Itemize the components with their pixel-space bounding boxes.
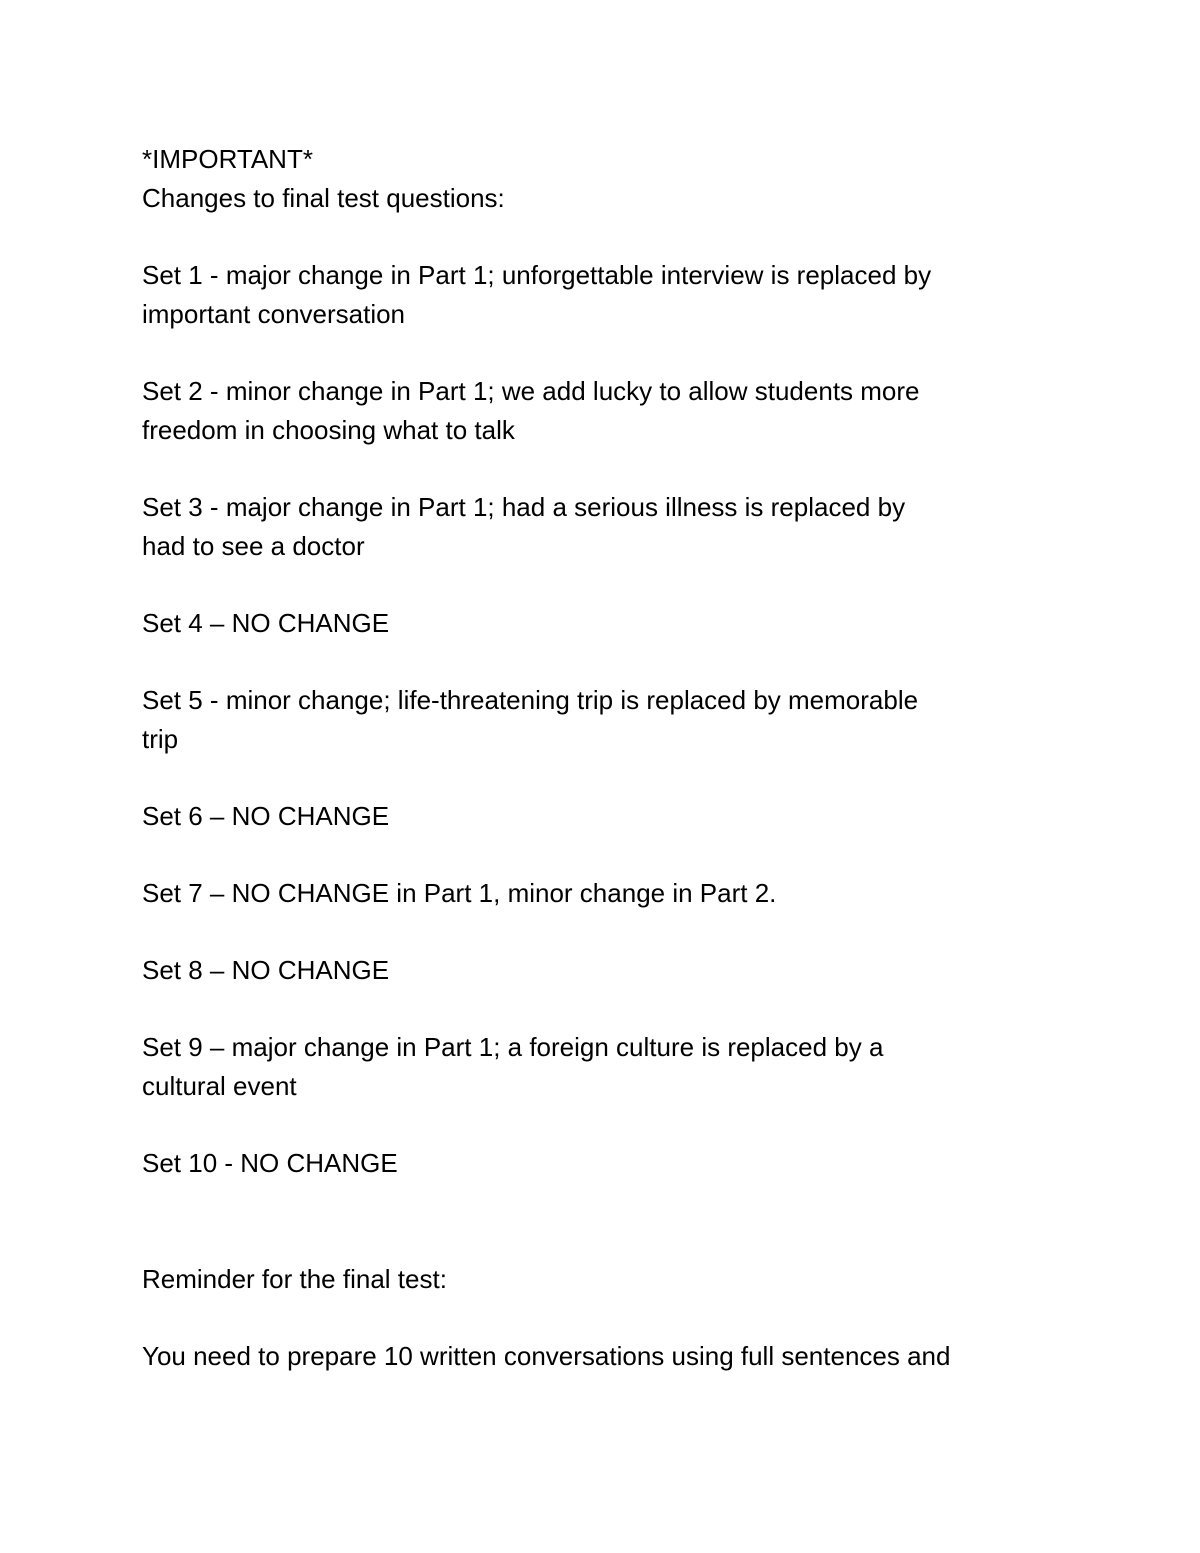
set-9-line-1: Set 9 – major change in Part 1; a foreign culture is replaced by a [142, 1032, 884, 1062]
set-4-line-1: Set 4 – NO CHANGE [142, 608, 390, 638]
set-3-line-2: had to see a doctor [142, 531, 365, 561]
set-1-line-2: important conversation [142, 299, 406, 329]
set-9-line-2: cultural event [142, 1071, 297, 1101]
set-1-line-1: Set 1 - major change in Part 1; unforgettable interview is replaced by [142, 260, 932, 290]
set-8-paragraph [142, 951, 1062, 990]
set-6-line-1: Set 6 – NO CHANGE [142, 801, 390, 831]
set-2-line-2: freedom in choosing what to talk [142, 415, 515, 445]
reminder-body: You need to prepare 10 written conversations using full sentences and [142, 1341, 951, 1371]
set-3-line-1: Set 3 - major change in Part 1; had a serious illness is replaced by [142, 492, 906, 522]
set-9-paragraph [142, 1028, 1062, 1106]
set-10-line-1: Set 10 - NO CHANGE [142, 1148, 398, 1178]
set-3-paragraph [142, 488, 1062, 566]
set-6-paragraph [142, 797, 1062, 836]
set-7-line-1: Set 7 – NO CHANGE in Part 1, minor change in Part 2. [142, 878, 777, 908]
document-content [142, 140, 1062, 1414]
set-5-paragraph [142, 681, 1062, 759]
set-1-paragraph [142, 256, 1062, 334]
set-8-line-1: Set 8 – NO CHANGE [142, 955, 390, 985]
set-4-paragraph [142, 604, 1062, 643]
set-2-paragraph [142, 372, 1062, 450]
important-heading: *IMPORTANT* [142, 144, 313, 174]
reminder-title: Reminder for the final test: [142, 1264, 447, 1294]
set-5-line-1: Set 5 - minor change; life-threatening trip is replaced by memorable [142, 685, 919, 715]
set-2-line-1: Set 2 - minor change in Part 1; we add lucky to allow students more [142, 376, 920, 406]
set-5-line-2: trip [142, 724, 179, 754]
reminder-title-paragraph [142, 1260, 1062, 1299]
set-10-paragraph [142, 1144, 1062, 1183]
reminder-body-paragraph [142, 1337, 1062, 1376]
header-block [142, 140, 1062, 218]
set-7-paragraph [142, 874, 1062, 913]
changes-subtitle: Changes to final test questions: [142, 183, 505, 213]
